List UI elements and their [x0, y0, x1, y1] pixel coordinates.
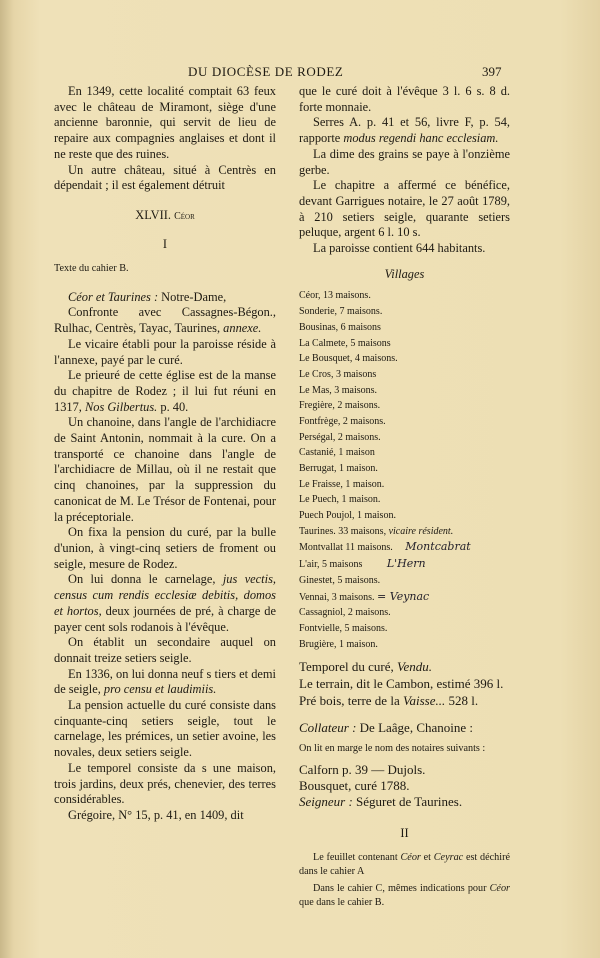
paragraph [299, 115, 510, 146]
paragraph [54, 290, 276, 306]
paragraph [299, 794, 510, 810]
italic-text: Céor [489, 883, 510, 895]
paragraph: Le chapitre a affermé ce bénéfice, devant Garrigues notaire, le 27 août 1789, à 210 setiers seigle, quarante setiers peluque, argent 6 l. 10 s. [299, 178, 510, 240]
text-run: Serres A. p. 41 et 56, livre F, p. 54, rapporte [299, 115, 510, 146]
village-entry: Fontfrège, 2 maisons. [299, 415, 386, 427]
section-heading [54, 208, 276, 225]
village-entry: Perségal, 2 maisons. [299, 431, 381, 443]
left-column [54, 84, 276, 824]
paragraph [299, 658, 510, 675]
text-run: Pré bois, terre de la [299, 693, 403, 709]
italic-text: Ceyrac [433, 852, 464, 864]
paragraph: La pension actuelle du curé consiste dans cinquante-cinq setiers seigle, tout le carnelage, les prémices, un setier avoine, les novales, deux setiers seigle. [54, 698, 276, 760]
village-entry: Castanié, 1 maison [299, 447, 375, 459]
section-number: XLVII. [135, 207, 171, 222]
paragraph: On établit un secondaire auquel on donnait treize setiers seigle. [54, 635, 276, 665]
paragraph [299, 719, 510, 736]
subsection-number: II [400, 825, 409, 840]
italic-text: Collateur : [299, 720, 357, 736]
village-entry: Cassagniol, 2 maisons. [299, 607, 391, 619]
text-run: que dans le cahier B. [299, 896, 385, 908]
paragraph: Grégoire, N° 15, p. 41, en 1409, dit [68, 807, 244, 822]
text-run: Temporel du curé, [299, 659, 397, 675]
page-header [0, 64, 600, 84]
text-run: Taurines. 33 maisons, [299, 525, 387, 537]
village-list [299, 288, 510, 652]
subsection-number: I [162, 236, 168, 251]
italic-text: annexe. [223, 321, 262, 336]
text-run: En 1336, on lui donna neuf s tiers et demi de seigle, [54, 666, 276, 697]
paragraph [299, 692, 510, 709]
handwritten-note: L'Hern [386, 557, 426, 571]
paragraph: On lit en marge le nom des notaires suivants : [299, 743, 486, 755]
village-entry [299, 589, 510, 606]
paragraph: Un autre château, situé à Centrès en dépendait ; il est également détruit [54, 162, 276, 193]
village-entry: Le Puech, 1 maison. [299, 494, 381, 506]
text-run: De Laâge, Chanoine : [356, 720, 474, 736]
villages-heading: Villages [384, 266, 425, 281]
text-run: Confronte avec Cassagnes-Bégon., Rulhac, Centrès, Tayac, Taurines, [54, 305, 276, 336]
italic-text: Vaisse... [402, 693, 446, 709]
paragraph: En 1349, cette localité comptait 63 feux avec le château de Miramont, siège d'une ancienne baronnie, qui servit de lieu de repaire aux compagnies anglaises et dont il ne reste que des ruines. [54, 84, 276, 161]
village-entry: Le Cros, 3 maisons [299, 368, 377, 380]
text-run: est déchiré dans le cahier A [299, 852, 511, 877]
village-entry: Le Bousquet, 4 maisons. [299, 353, 398, 365]
text-run: Le feuillet contenant [313, 852, 401, 864]
paragraph: Un chanoine, dans l'angle de l'archidiacre de Saint Antonin, nommait à la cure. On a transporté ce chanoine dans l'angle de l'archidiacre de Millau, où il ne restait que cinq chanoines, par la suppression du canonicat de M. Le Trésor de Fontenai, pour la préceptoriale. [54, 415, 276, 524]
village-entry: Fregière, 2 maisons. [299, 400, 381, 412]
text-run: Dans le cahier C, mêmes indications pour [313, 883, 490, 895]
paragraph: que le curé doit à l'évêque 3 l. 6 s. 8 d. forte monnaie. [299, 84, 510, 114]
text-run: Notre-Dame, [158, 289, 227, 304]
italic-text: pro censu et laudimiis. [103, 682, 217, 697]
village-entry: Bousinas, 6 maisons [299, 321, 381, 333]
italic-text: Céor [400, 852, 421, 864]
paragraph [299, 882, 510, 909]
source-note: Texte du cahier B. [54, 263, 129, 275]
paragraph: Le terrain, dit le Cambon, estimé 396 l. [299, 676, 504, 692]
village-entry: Le Mas, 3 maisons. [299, 384, 378, 396]
page-number: 397 [482, 64, 502, 79]
village-entry [299, 524, 510, 540]
village-entry: La Calmete, 5 maisons [299, 337, 391, 349]
village-entry: Brugière, 1 maison. [299, 638, 378, 650]
village-entry: Céor, 13 maisons. [299, 290, 371, 302]
village-entry: Sonderie, 7 maisons. [299, 306, 383, 318]
paragraph [299, 851, 510, 878]
village-entry: Berrugat, 1 maison. [299, 463, 378, 474]
village-entry: Puech Poujol, 1 maison. [299, 510, 396, 522]
paragraph [54, 305, 276, 336]
village-entry: Ginestet, 5 maisons. [299, 574, 381, 586]
text-run: On lui donna le carnelage, [68, 572, 223, 587]
paragraph [54, 572, 276, 635]
text-run: Le prieuré de cette église est de la manse du chapitre de Rodez ; il lui fut réuni en 1317, [54, 368, 276, 414]
italic-text: modus regendi hanc ecclesiam. [343, 131, 499, 146]
paragraph: Bousquet, curé 1788. [299, 777, 410, 793]
paragraph: Le temporel consiste da s une maison, trois jardins, deux prés, chenevier, des terres considérables. [54, 760, 276, 807]
village-entry [299, 556, 510, 573]
paragraph: Calforn p. 39 — Dujols. [299, 761, 426, 777]
text-run: deux journées de pré, à charge de payer cent sols rodanois à l'évêque. [54, 603, 276, 634]
text-run: et [420, 852, 434, 864]
village-entry: Fontvielle, 5 maisons. [299, 622, 388, 634]
paragraph: On fixa la pension du curé, par la bulle d'union, à vingt-cinq setiers de froment ou seigle, mesure de Rodez. [54, 525, 276, 571]
village-entry: Le Fraisse, 1 maison. [299, 478, 385, 490]
italic-text: Vendu. [397, 659, 433, 675]
text-run: Vennai, 3 maisons. [299, 591, 375, 603]
handwritten-note: = Veynac [377, 589, 430, 603]
italic-text: Céor et Taurines : [68, 289, 159, 304]
text-run: 528 l. [445, 693, 479, 709]
italic-text: jus vectis, census cum rendis ecclesiæ debitis, domos et hortos, [54, 572, 276, 618]
text-run: p. 40. [157, 399, 189, 414]
handwritten-note: Montcabrat [405, 540, 471, 554]
text-run: Montvallat 11 maisons. [299, 542, 393, 554]
italic-text: Nos Gilbertus. [84, 399, 158, 414]
paragraph: La dime des grains se paye à l'onzième gerbe. [299, 146, 510, 177]
italic-text: vicaire résident. [388, 525, 454, 537]
paragraph [54, 667, 276, 698]
text-run: Séguret de Taurines. [352, 793, 463, 809]
village-entry [299, 539, 510, 556]
running-title: DU DIOCÈSE DE RODEZ [188, 64, 344, 79]
paragraph: Le vicaire établi pour la paroisse réside à l'annexe, payé par le curé. [54, 336, 276, 367]
italic-text: Seigneur : [299, 793, 353, 809]
right-column [299, 84, 510, 909]
paragraph: La paroisse contient 644 habitants. [313, 241, 486, 256]
section-name: Céor [174, 210, 195, 222]
text-run: L'air, 5 maisons [299, 559, 363, 571]
paragraph [54, 368, 276, 415]
